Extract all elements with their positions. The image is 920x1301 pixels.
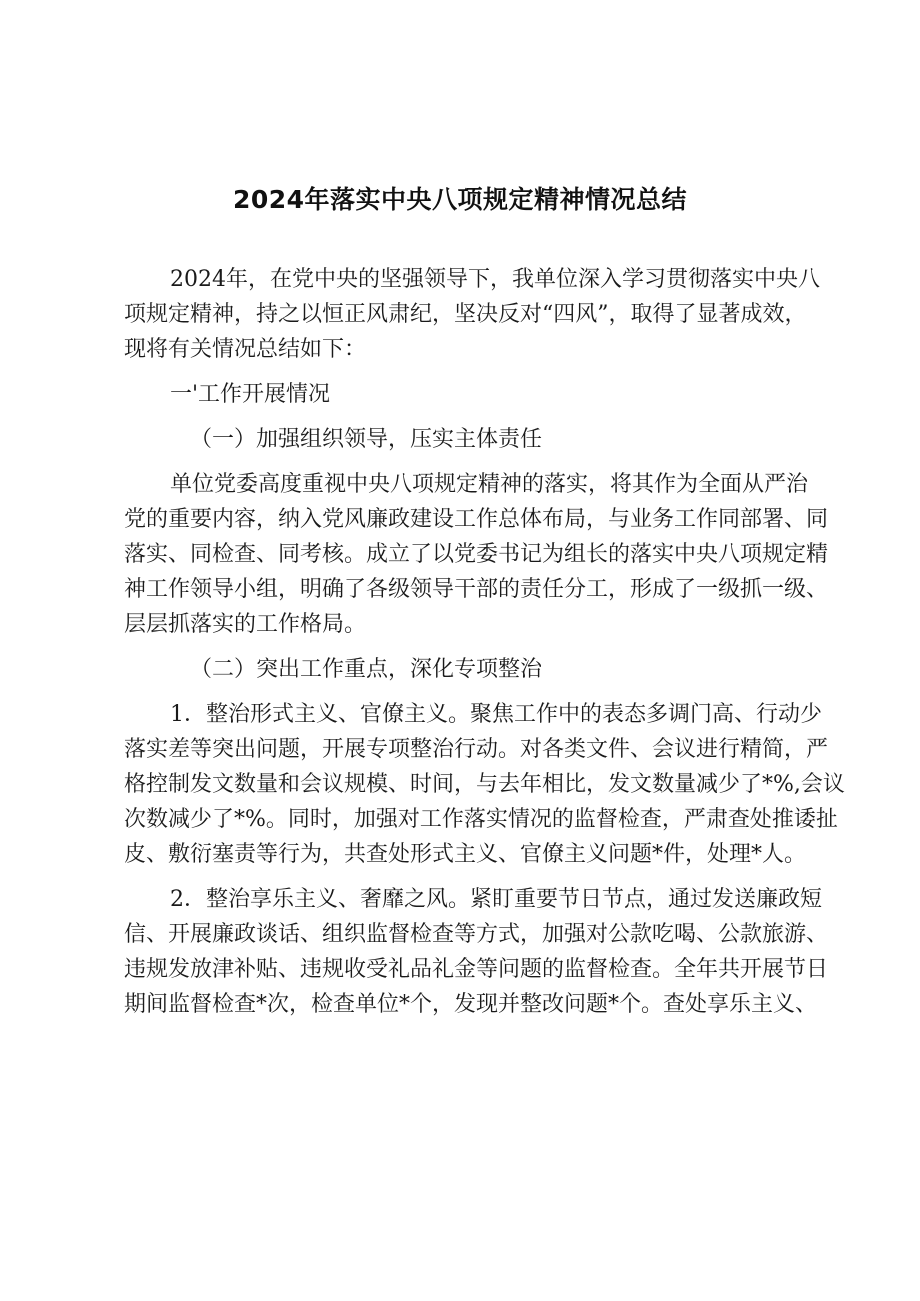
- text-line: 2024年，在党中央的坚强领导下，我单位深入学习贯彻落实中央八: [170, 267, 820, 292]
- subsection-heading: （一）加强组织领导，压实主体责任: [190, 427, 543, 452]
- text-line: 层层抓落实的工作格局。: [124, 612, 367, 637]
- text-line: 2．整治享乐主义、奢靡之风。紧盯重要节日节点，通过发送廉政短: [170, 887, 822, 912]
- text-line: 党的重要内容，纳入党风廉政建设工作总体布局，与业务工作同部署、同: [124, 507, 829, 532]
- section-heading: 一'工作开展情况: [170, 382, 331, 407]
- text-line: 期间监督检查*次，检查单位*个，发现并整改问题*个。查处享乐主义、: [124, 992, 818, 1017]
- document-title: 2024年落实中央八项规定精神情况总结: [232, 185, 688, 214]
- text-line: 皮、敷衍塞责等行为，共查处形式主义、官僚主义问题*件，处理*人。: [124, 842, 807, 867]
- item-paragraph: [124, 697, 845, 872]
- text-line: 现将有关情况总结如下：: [124, 337, 367, 362]
- text-line: 违规发放津补贴、违规收受礼品礼金等问题的监督检查。全年共开展节日: [124, 957, 829, 982]
- text-line: 落实、同检查、同考核。成立了以党委书记为组长的落实中央八项规定精: [124, 542, 829, 567]
- text-line: 次数减少了*%。同时，加强对工作落实情况的监督检查，严肃查处推诿扯: [124, 807, 838, 832]
- text-line: 单位党委高度重视中央八项规定精神的落实，将其作为全面从严治: [170, 472, 809, 497]
- text-line: 神工作领导小组，明确了各级领导干部的责任分工，形成了一级抓一级、: [124, 577, 829, 602]
- intro-paragraph: [124, 262, 820, 367]
- text-line: 信、开展廉政谈话、组织监督检查等方式，加强对公款吃喝、公款旅游、: [124, 922, 829, 947]
- text-line: 项规定精神，持之以恒正风肃纪，坚决反对“四风”，取得了显著成效，: [124, 302, 807, 327]
- subsection-heading: （二）突出工作重点，深化专项整治: [190, 657, 543, 682]
- item-paragraph: [124, 882, 829, 1022]
- document-body: [124, 262, 845, 1032]
- text-line: 格控制发文数量和会议规模、时间，与去年相比，发文数量减少了*%,会议: [124, 772, 845, 797]
- subsection-paragraph: [124, 467, 829, 642]
- text-line: 1．整治形式主义、官僚主义。聚焦工作中的表态多调门高、行动少: [170, 702, 822, 727]
- text-line: 落实差等突出问题，开展专项整治行动。对各类文件、会议进行精简，严: [124, 737, 829, 762]
